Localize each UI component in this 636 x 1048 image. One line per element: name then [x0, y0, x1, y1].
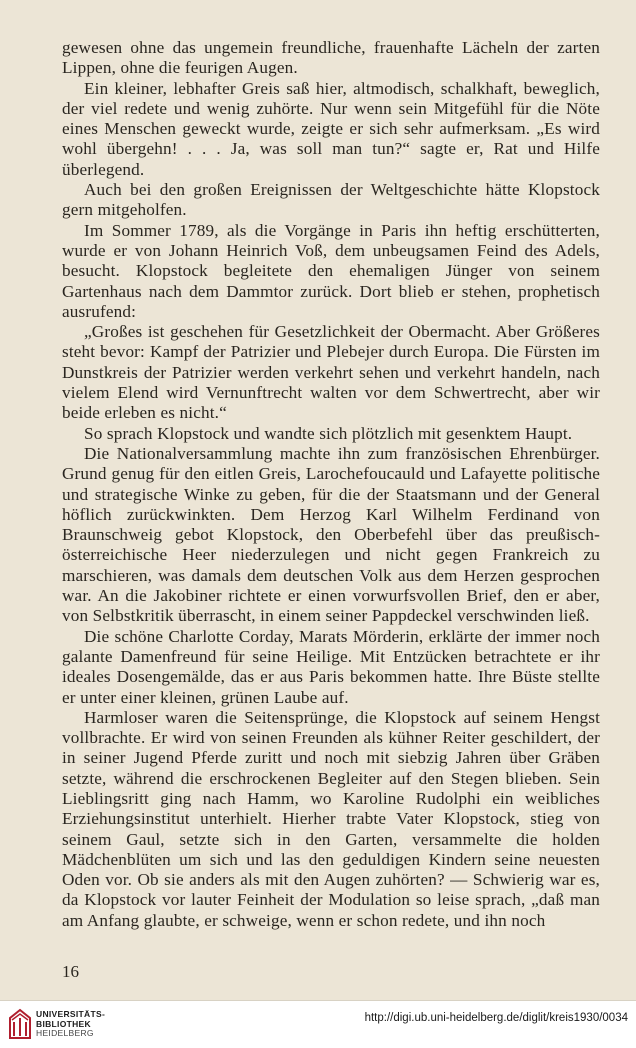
library-name [36, 1010, 105, 1039]
university-library-logo-icon [8, 1008, 32, 1040]
paragraph-3: Auch bei den großen Ereignissen der Weltgeschichte hätte Klopstock gern mitgeholfen. [62, 180, 600, 220]
library-name-line-3: HEIDELBERG [36, 1028, 94, 1038]
footer-bar [0, 1000, 636, 1048]
paragraph-4: Im Sommer 1789, als die Vorgänge in Paris ihn heftig erschütterten, wurde er von Johann Heinrich Voß, dem unbeugsamen Feind des Adels, besucht. Klopstock begleitete den ehemaligen Jünger von seinem Gartenhaus nach dem Dammtor zurück. Dort blieb er stehen, prophetisch ausrufend: [62, 220, 600, 321]
paragraph-7: Die Nationalversammlung machte ihn zum französischen Ehrenbürger. Grund genug für den eitlen Greis, Larochefoucauld und Lafayette politische und strategische Winke zu geben, für die der Staatsmann und der General höflich zurückwinkten. Dem Herzog Karl Wilhelm Ferdinand von Braunschweig gebot Klopstock, den Oberbefehl über das preußisch-österreichische Heer niederzulegen und nicht gegen Frankreich zu marschieren, was damals dem deutschen Volk aus dem Herzen gesprochen war. An die Jakobiner richtete er einen vorwurfsvollen Brief, den er aber, von Selbstkritik überrascht, in einem seiner Pappdeckel verschwinden ließ. [62, 443, 600, 626]
paragraph-5: „Großes ist geschehen für Gesetzlichkeit der Obermacht. Aber Größeres steht bevor: Kampf der Patrizier und Plebejer durch Europa. Die Fürsten im Dunstkreis der Patrizier werden verkehrt sehen und verkehrt handeln, nach vielem Elend wird Vernunftrecht walten vor dem Schwertrecht, aber wir beide erleben es nicht.“ [62, 322, 600, 423]
paragraph-9: Harmloser waren die Seitensprünge, die Klopstock auf seinem Hengst vollbrachte. Er wird von seinen Freunden als kühner Reiter geschildert, der in seiner Jugend Pferde zuritt und noch mit siebzig Jahren über Gräben setzte, während die erschrockenen Begleiter auf den Stegen blieben. Sein Lieblingsritt ging nach Hamm, wo Karoline Rudolphi ein weibliches Erziehungsinstitut unterhielt. Hierher trabte Vater Klopstock, stieg von seinem Gaul, setzte sich in den Garten, versammelte die holden Mädchenblüten um sich und las den geduldigen Kindern seine neuesten Oden vor. Ob sie anders als mit den Augen zuhörten? — Schwierig war es, da Klopstock vor lauter Feinheit der Modulation so leise sprach, „daß man am Anfang glaubte, er schweige, wenn er schon redete, und ihn noch [62, 707, 600, 930]
paragraph-1: gewesen ohne das ungemein freundliche, frauenhafte Lächeln der zarten Lippen, ohne die feurigen Augen. [62, 38, 600, 78]
body-text [62, 38, 600, 931]
source-url-link[interactable]: http://digi.ub.uni-heidelberg.de/diglit/kreis1930/0034 [364, 1012, 628, 1024]
paragraph-2: Ein kleiner, lebhafter Greis saß hier, altmodisch, schalkhaft, beweglich, der viel redete und wenig zuhörte. Nur wenn sein Mitgefühl für die Nöte eines Menschen geweckt wurde, zeigte er sich sehr aufmerksam. „Es wird wohl übergehn! . . . Ja, was soll man tun?“ sagte er, Rat und Hilfe überlegend. [62, 78, 600, 179]
paragraph-6: So sprach Klopstock und wandte sich plötzlich mit gesenktem Haupt. [84, 423, 573, 443]
library-name-line-2: BIBLIOTHEK [36, 1018, 91, 1029]
paragraph-8: Die schöne Charlotte Corday, Marats Mörderin, erklärte der immer noch galante Damenfreund für seine Heilige. Mit Entzücken betrachtete er ihr ideales Dosengemälde, das er aus Paris bekommen hatte. Ihre Büste stellte er unter einer kleinen, grünen Laube auf. [62, 626, 600, 707]
page-number: 16 [62, 962, 79, 981]
library-name-line-1: UNIVERSITÄTS- [36, 1009, 106, 1019]
